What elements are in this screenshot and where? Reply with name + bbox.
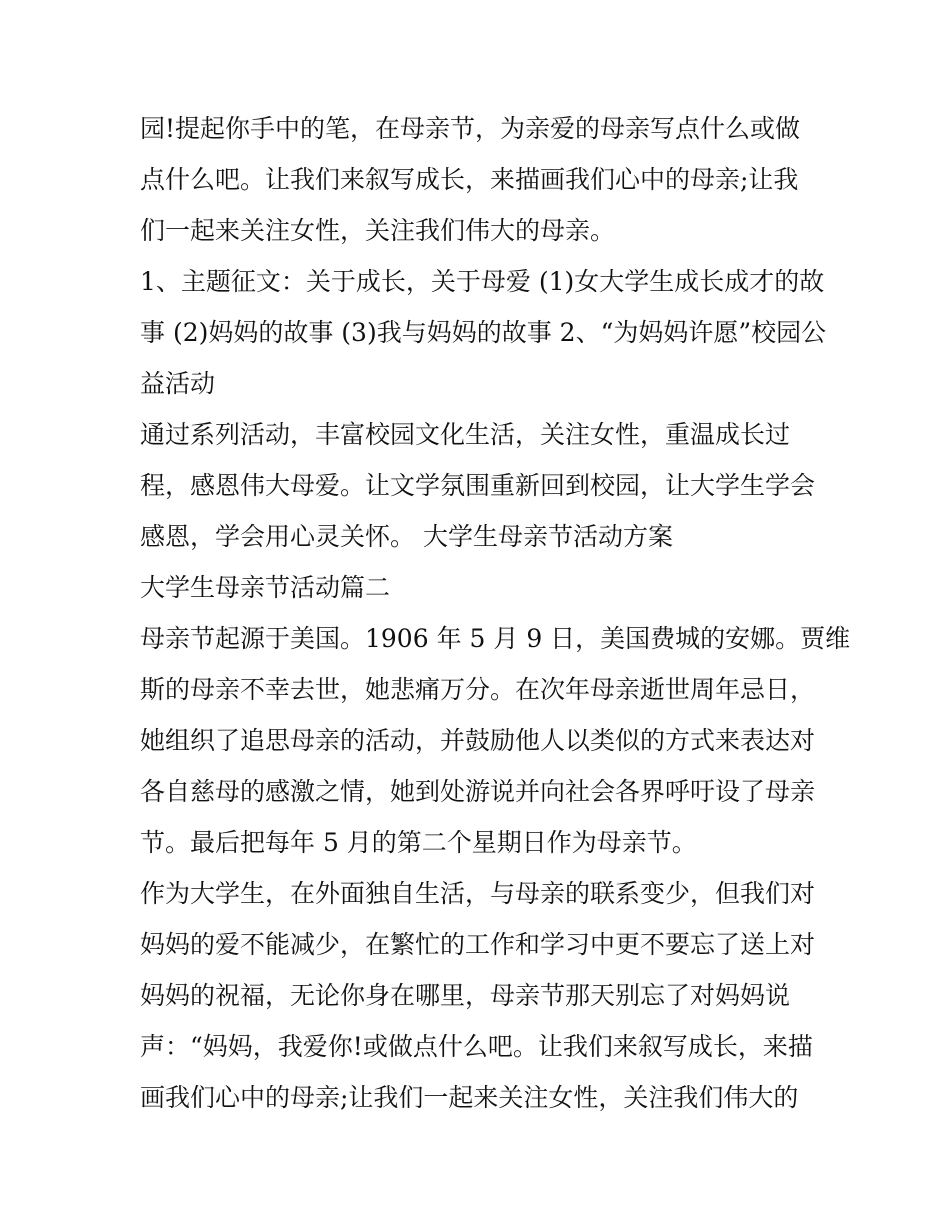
text-line-17: 妈妈的爱不能减少，在繁忙的工作和学习中更不要忘了送上对 xyxy=(140,930,816,959)
text-line-18: 妈妈的祝福，无论你身在哪里，母亲节那天别忘了对妈妈说 xyxy=(140,981,791,1010)
text-line-19: 声：“妈妈，我爱你!或做点什么吧。让我们来叙写成长，来描 xyxy=(140,1032,813,1061)
text-line-15: 节。最后把每年 5 月的第二个星期日作为母亲节。 xyxy=(140,828,697,857)
section-heading: 大学生母亲节活动篇二 xyxy=(140,573,391,602)
text-line-11: 母亲节起源于美国。1906 年 5 月 9 日，美国费城的安娜。贾维 xyxy=(140,624,851,653)
text-line-3: 们一起来关注女性，关注我们伟大的母亲。 xyxy=(140,216,616,245)
text-line-4: 1、主题征文：关于成长，关于母爱 (1)女大学生成长成才的故 xyxy=(140,267,825,296)
text-line-8: 程，感恩伟大母爱。让文学氛围重新回到校园，让大学生学会 xyxy=(140,471,816,500)
text-line-2: 点什么吧。让我们来叙写成长，来描画我们心中的母亲;让我 xyxy=(140,165,799,194)
text-line-7: 通过系列活动，丰富校园文化生活，关注女性，重温成长过 xyxy=(140,420,791,449)
text-line-1: 园!提起你手中的笔，在母亲节，为亲爱的母亲写点什么或做 xyxy=(140,114,801,143)
text-line-14: 各自慈母的感激之情，她到处游说并向社会各界呼吁设了母亲 xyxy=(140,777,816,806)
text-line-20: 画我们心中的母亲;让我们一起来关注女性，关注我们伟大的 xyxy=(140,1083,799,1112)
text-line-12: 斯的母亲不幸去世，她悲痛万分。在次年母亲逝世周年忌日， xyxy=(140,675,816,704)
text-line-13: 她组织了追思母亲的活动，并鼓励他人以类似的方式来表达对 xyxy=(140,726,816,755)
text-line-5: 事 (2)妈妈的故事 (3)我与妈妈的故事 2、“为妈妈许愿”校园公 xyxy=(140,318,827,347)
text-line-9: 感恩，学会用心灵关怀。 大学生母亲节活动方案 xyxy=(140,522,673,551)
text-line-6: 益活动 xyxy=(140,369,216,398)
text-line-16: 作为大学生，在外面独自生活，与母亲的联系变少，但我们对 xyxy=(140,879,816,908)
document-body xyxy=(140,103,851,1123)
